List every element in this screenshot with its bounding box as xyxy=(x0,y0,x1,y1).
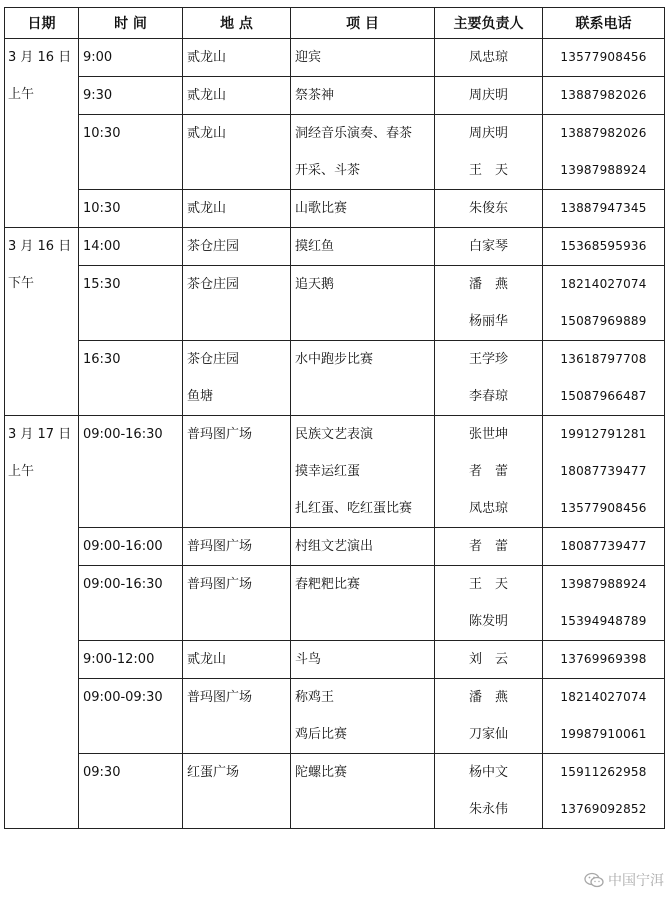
place-text: 普玛图广场 xyxy=(187,690,253,705)
place-cell xyxy=(183,115,291,190)
item-text: 村组文艺演出 xyxy=(295,539,374,554)
phone-text: 13887982026 xyxy=(560,88,647,102)
person-text: 朱永伟 xyxy=(468,802,508,817)
place-cell xyxy=(183,416,291,528)
phone-text: 13769092852 xyxy=(560,802,647,816)
person-text: 朱俊东 xyxy=(468,201,508,216)
place-text: 贰龙山 xyxy=(187,88,227,103)
place-text: 贰龙山 xyxy=(187,201,227,216)
time-text: 09:00-16:00 xyxy=(83,539,163,554)
time-cell xyxy=(79,641,183,679)
person-text: 李春琼 xyxy=(468,389,508,404)
item-text: 舂粑粑比赛 xyxy=(295,577,361,592)
person-cell xyxy=(435,190,543,228)
person-cell xyxy=(435,341,543,416)
person-cell xyxy=(435,679,543,754)
phone-text: 15394948789 xyxy=(560,614,647,628)
place-text: 茶仓庄园 xyxy=(187,352,240,367)
item-cell xyxy=(291,77,435,115)
time-cell xyxy=(79,266,183,341)
date-text: 3 月 17 日 xyxy=(8,427,72,442)
person-text: 张世坤 xyxy=(468,427,508,442)
item-cell xyxy=(291,679,435,754)
item-cell xyxy=(291,416,435,528)
phone-text: 18214027074 xyxy=(560,277,647,291)
place-cell xyxy=(183,77,291,115)
item-text: 摸幸运红蛋 xyxy=(295,464,361,479)
header-phone: 联系电话 xyxy=(543,8,665,39)
time-text: 09:00-16:30 xyxy=(83,427,163,442)
watermark-text: 中国宁洱 xyxy=(608,873,664,889)
table-row xyxy=(5,228,665,266)
phone-text: 18214027074 xyxy=(560,690,647,704)
item-text: 开采、斗茶 xyxy=(295,163,361,178)
time-cell xyxy=(79,566,183,641)
time-text: 10:30 xyxy=(83,201,121,216)
place-text: 贰龙山 xyxy=(187,50,227,65)
time-text: 9:30 xyxy=(83,88,113,103)
person-cell xyxy=(435,39,543,77)
header-item: 项 目 xyxy=(291,8,435,39)
item-text: 山歌比赛 xyxy=(295,201,348,216)
time-cell xyxy=(79,679,183,754)
item-text: 陀螺比赛 xyxy=(295,765,348,780)
place-text: 茶仓庄园 xyxy=(187,277,240,292)
person-cell xyxy=(435,754,543,829)
phone-text: 13987988924 xyxy=(560,577,647,591)
place-cell xyxy=(183,39,291,77)
table-row xyxy=(5,77,665,115)
place-text: 茶仓庄园 xyxy=(187,239,240,254)
time-cell xyxy=(79,190,183,228)
time-cell xyxy=(79,77,183,115)
person-text: 周庆明 xyxy=(468,88,508,103)
person-text: 白家琴 xyxy=(468,239,508,254)
person-text: 凤忠琼 xyxy=(468,501,508,516)
time-text: 10:30 xyxy=(83,126,121,141)
item-text: 鸡后比赛 xyxy=(295,727,348,742)
time-text: 09:30 xyxy=(83,765,121,780)
phone-cell xyxy=(543,679,665,754)
time-cell xyxy=(79,528,183,566)
person-text: 刀家仙 xyxy=(468,727,508,742)
phone-text: 13769969398 xyxy=(560,652,647,666)
person-cell xyxy=(435,115,543,190)
time-text: 09:00-09:30 xyxy=(83,690,163,705)
phone-text: 15087969889 xyxy=(560,314,647,328)
time-text: 9:00 xyxy=(83,50,113,65)
person-text: 潘 燕 xyxy=(468,277,508,292)
table-row xyxy=(5,115,665,190)
place-text: 贰龙山 xyxy=(187,126,227,141)
phone-cell xyxy=(543,115,665,190)
place-text: 普玛图广场 xyxy=(187,539,253,554)
place-text: 红蛋广场 xyxy=(187,765,240,780)
person-text: 陈发明 xyxy=(468,614,508,629)
item-text: 追天鹅 xyxy=(295,277,335,292)
place-cell xyxy=(183,266,291,341)
table-row xyxy=(5,190,665,228)
person-cell xyxy=(435,566,543,641)
date-text: 上午 xyxy=(8,464,35,479)
time-cell xyxy=(79,416,183,528)
person-text: 杨中文 xyxy=(468,765,508,780)
wechat-icon xyxy=(584,872,604,888)
phone-cell xyxy=(543,266,665,341)
person-text: 周庆明 xyxy=(468,126,508,141)
phone-text: 13618797708 xyxy=(560,352,647,366)
item-cell xyxy=(291,528,435,566)
time-cell xyxy=(79,115,183,190)
person-cell xyxy=(435,266,543,341)
place-cell xyxy=(183,641,291,679)
person-text: 刘 云 xyxy=(468,652,508,667)
person-text: 潘 燕 xyxy=(468,690,508,705)
person-text: 凤忠琼 xyxy=(468,50,508,65)
phone-cell xyxy=(543,77,665,115)
date-cell xyxy=(5,39,79,228)
table-row xyxy=(5,39,665,77)
time-text: 09:00-16:30 xyxy=(83,577,163,592)
schedule-table xyxy=(4,7,665,829)
item-text: 斗鸟 xyxy=(295,652,322,667)
person-text: 王 天 xyxy=(468,577,508,592)
person-text: 者 蕾 xyxy=(468,464,508,479)
phone-cell xyxy=(543,39,665,77)
phone-text: 18087739477 xyxy=(560,464,647,478)
header-place: 地 点 xyxy=(183,8,291,39)
place-text: 普玛图广场 xyxy=(187,427,253,442)
item-cell xyxy=(291,190,435,228)
time-text: 9:00-12:00 xyxy=(83,652,155,667)
table-row xyxy=(5,266,665,341)
item-text: 民族文艺表演 xyxy=(295,427,374,442)
item-text: 迎宾 xyxy=(295,50,322,65)
date-text: 下午 xyxy=(8,276,35,291)
place-cell xyxy=(183,228,291,266)
time-cell xyxy=(79,341,183,416)
phone-cell xyxy=(543,754,665,829)
phone-text: 13887982026 xyxy=(560,126,647,140)
time-cell xyxy=(79,39,183,77)
item-text: 洞经音乐演奏、春茶 xyxy=(295,126,413,141)
date-cell xyxy=(5,416,79,829)
item-cell xyxy=(291,341,435,416)
place-cell xyxy=(183,190,291,228)
item-cell xyxy=(291,39,435,77)
phone-text: 15368595936 xyxy=(560,239,647,253)
person-text: 杨丽华 xyxy=(468,314,508,329)
phone-cell xyxy=(543,341,665,416)
date-text: 上午 xyxy=(8,87,35,102)
item-cell xyxy=(291,266,435,341)
place-cell xyxy=(183,754,291,829)
person-cell xyxy=(435,416,543,528)
item-cell xyxy=(291,115,435,190)
table-row xyxy=(5,528,665,566)
place-text: 贰龙山 xyxy=(187,652,227,667)
header-row xyxy=(5,8,665,39)
item-cell xyxy=(291,566,435,641)
person-text: 王学珍 xyxy=(468,352,508,367)
time-text: 16:30 xyxy=(83,352,121,367)
header-person: 主要负责人 xyxy=(435,8,543,39)
phone-text: 13887947345 xyxy=(560,201,647,215)
table-row xyxy=(5,416,665,528)
item-text: 称鸡王 xyxy=(295,690,335,705)
table-row xyxy=(5,566,665,641)
phone-text: 13987988924 xyxy=(560,163,647,177)
person-cell xyxy=(435,641,543,679)
place-cell xyxy=(183,566,291,641)
place-cell xyxy=(183,679,291,754)
phone-text: 15911262958 xyxy=(560,765,647,779)
phone-cell xyxy=(543,528,665,566)
date-text: 3 月 16 日 xyxy=(8,239,72,254)
header-date: 日期 xyxy=(5,8,79,39)
person-cell xyxy=(435,528,543,566)
person-cell xyxy=(435,228,543,266)
place-text: 鱼塘 xyxy=(187,389,214,404)
place-cell xyxy=(183,528,291,566)
phone-text: 18087739477 xyxy=(560,539,647,553)
item-text: 扎红蛋、吃红蛋比赛 xyxy=(295,501,413,516)
header-time: 时 间 xyxy=(79,8,183,39)
date-cell xyxy=(5,228,79,416)
table-row xyxy=(5,754,665,829)
phone-text: 19912791281 xyxy=(560,427,647,441)
phone-text: 13577908456 xyxy=(560,501,647,515)
time-cell xyxy=(79,228,183,266)
phone-text: 15087966487 xyxy=(560,389,647,403)
time-cell xyxy=(79,754,183,829)
phone-cell xyxy=(543,190,665,228)
person-cell xyxy=(435,77,543,115)
item-text: 摸红鱼 xyxy=(295,239,335,254)
table-row xyxy=(5,679,665,754)
phone-text: 13577908456 xyxy=(560,50,647,64)
date-text: 3 月 16 日 xyxy=(8,50,72,65)
phone-text: 19987910061 xyxy=(560,727,647,741)
time-text: 15:30 xyxy=(83,277,121,292)
place-text: 普玛图广场 xyxy=(187,577,253,592)
phone-cell xyxy=(543,228,665,266)
item-cell xyxy=(291,228,435,266)
time-text: 14:00 xyxy=(83,239,121,254)
person-text: 者 蕾 xyxy=(468,539,508,554)
item-cell xyxy=(291,754,435,829)
table-row xyxy=(5,341,665,416)
item-text: 祭茶神 xyxy=(295,88,335,103)
item-cell xyxy=(291,641,435,679)
item-text: 水中跑步比赛 xyxy=(295,352,374,367)
watermark xyxy=(584,870,664,890)
place-cell xyxy=(183,341,291,416)
phone-cell xyxy=(543,566,665,641)
phone-cell xyxy=(543,641,665,679)
person-text: 王 天 xyxy=(468,163,508,178)
table-row xyxy=(5,641,665,679)
phone-cell xyxy=(543,416,665,528)
